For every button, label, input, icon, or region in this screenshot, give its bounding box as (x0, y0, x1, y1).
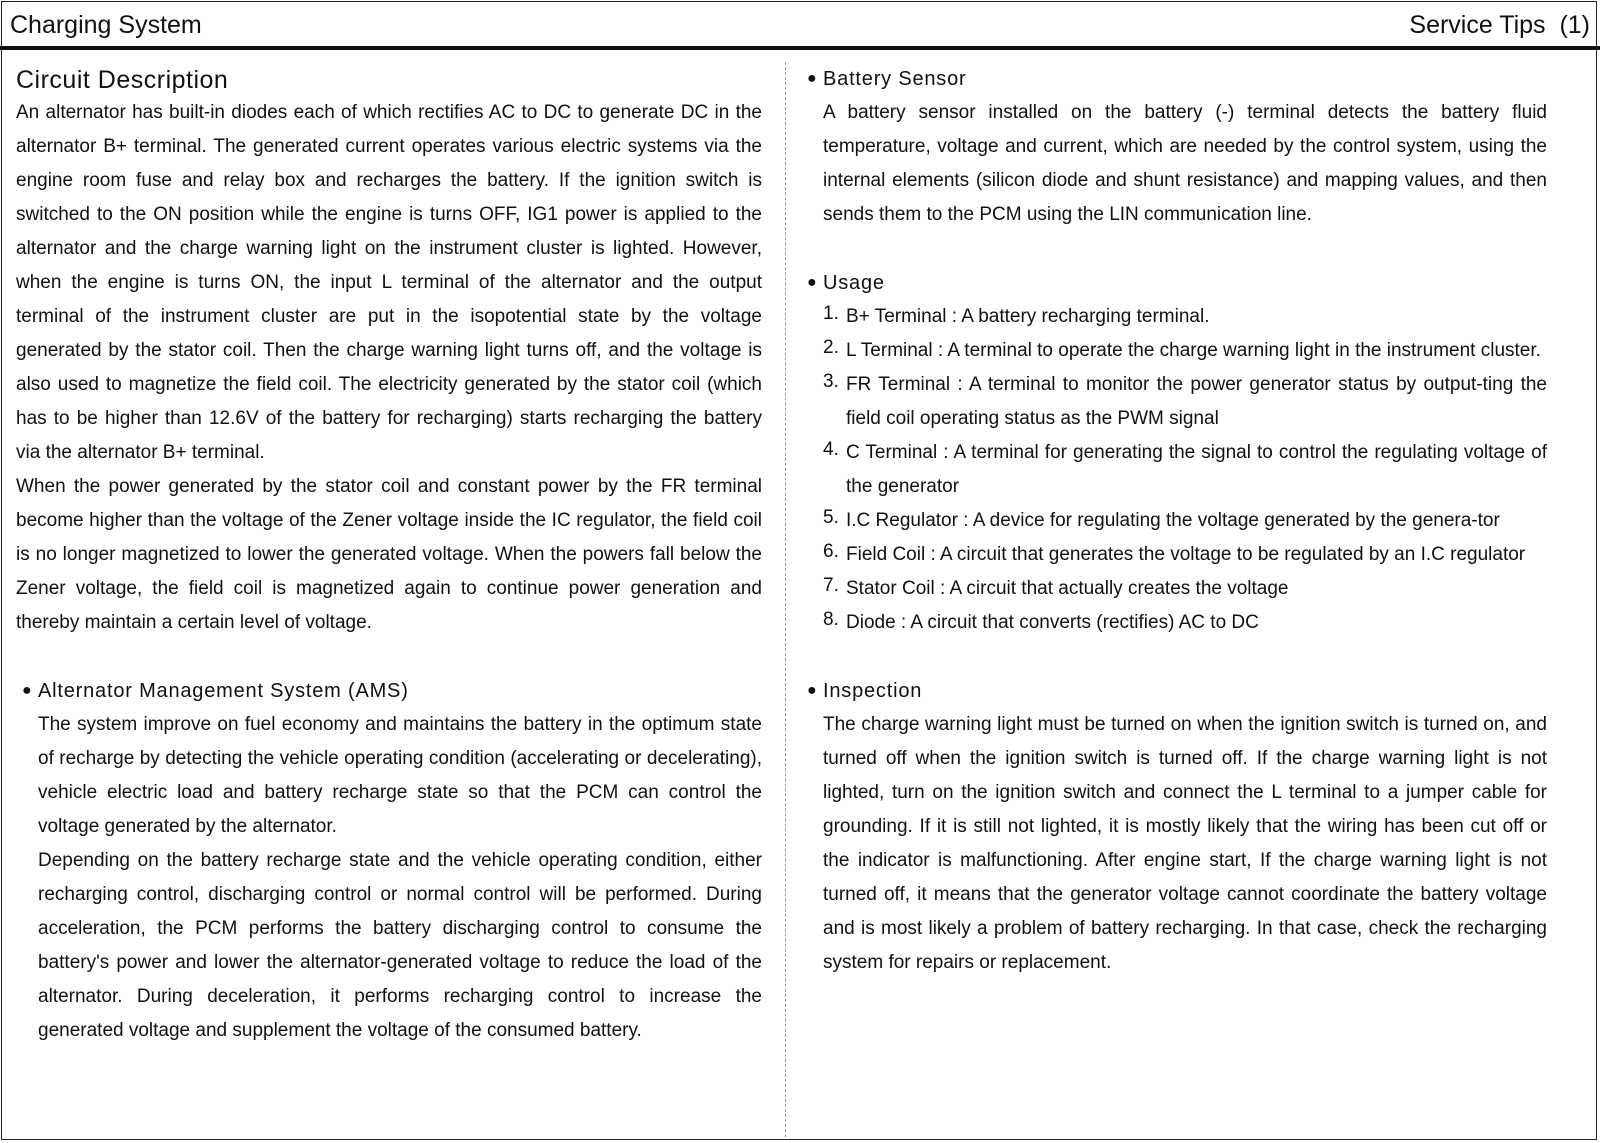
usage-item-number: 4. (823, 439, 839, 460)
inspection-heading: ● Inspection (823, 674, 1547, 708)
usage-item (823, 504, 1547, 538)
ams-paragraph-2: Depending on the battery recharge state and the vehicle operating condition, either recharging control, discharging control or normal control will be performed. During acceleration, the PCM performs the battery discharging control to consume the battery's power and lower the alternator-generated voltage to reduce the load of the alternator. During deceleration, it performs recharging control to increase the generated voltage and supplement the voltage of the consumed battery. (38, 850, 762, 1041)
circuit-description-heading: Circuit Description (16, 66, 229, 94)
bullet-icon: ● (22, 682, 33, 699)
column-divider (785, 62, 786, 1137)
page-header (0, 0, 1600, 50)
battery-sensor-heading: ● Battery Sensor (823, 62, 1547, 96)
usage-item (823, 300, 1547, 334)
usage-item (823, 606, 1547, 640)
ams-paragraph-1: The system improve on fuel economy and maintains the battery in the optimum state of recharge by detecting the vehicle operating condition (accelerating or decelerating), vehicle electric load and battery recharge state so that the PCM can control the voltage generated by the alternator. (38, 714, 762, 837)
usage-item-text: C Terminal : A terminal for generating the signal to control the regulating voltage of the generator (846, 442, 1547, 497)
usage-item-text: Field Coil : A circuit that generates the voltage to be regulated by an I.C regulator (846, 544, 1526, 565)
usage-item-text: Stator Coil : A circuit that actually creates the voltage (846, 578, 1289, 599)
usage-item-number: 3. (823, 371, 839, 392)
ams-heading: ● Alternator Management System (AMS) (38, 674, 762, 708)
left-column (16, 62, 762, 1048)
usage-item-text: FR Terminal : A terminal to monitor the power generator status by output-ting the field coil operating status as the PWM signal (846, 374, 1547, 429)
section-title: Charging System (10, 11, 202, 39)
usage-item-number: 6. (823, 541, 839, 562)
usage-item-number: 7. (823, 575, 839, 596)
usage-item-text: L Terminal : A terminal to operate the charge warning light in the instrument cluster. (846, 340, 1541, 361)
circuit-paragraph-1: An alternator has built-in diodes each of which rectifies AC to DC to generate DC in the alternator B+ terminal. The generated current operates various electric systems via the engine room fuse and relay box and recharges the battery. If the ignition switch is switched to the ON position while the engine is turns OFF, IG1 power is applied to the alternator and the charge warning light on the instrument cluster is lighted. However, when the engine is turns ON, the input L terminal of the alternator and the output terminal of the instrument cluster are put in the isopotential state by the voltage generated by the stator coil. Then the charge warning light turns off, and the voltage is also used to magnetize the field coil. The electricity generated by the stator coil (which has to be higher than 12.6V of the battery for recharging) starts recharging the battery via the alternator B+ terminal. (16, 102, 762, 463)
battery-sensor-paragraph: A battery sensor installed on the battery (-) terminal detects the battery fluid temperature, voltage and current, which are needed by the control system, using the internal elements (silicon diode and shunt resistance) and mapping values, and then sends them to the PCM using the LIN communication line. (823, 102, 1547, 225)
circuit-paragraph-2: When the power generated by the stator coil and constant power by the FR terminal become higher than the voltage of the Zener voltage inside the IC regulator, the field coil is no longer magnetized to lower the generated voltage. When the powers fall below the Zener voltage, the field coil is magnetized again to continue power generation and thereby maintain a certain level of voltage. (16, 476, 762, 633)
bullet-icon: ● (807, 682, 818, 699)
bullet-icon: ● (807, 274, 818, 291)
usage-item (823, 572, 1547, 606)
usage-item-number: 5. (823, 507, 839, 528)
page-label: Service Tips (1) (1409, 11, 1590, 39)
usage-item-number: 1. (823, 303, 839, 324)
usage-item-text: I.C Regulator : A device for regulating the voltage generated by the genera-tor (846, 510, 1500, 531)
usage-item-number: 2. (823, 337, 839, 358)
usage-heading: ● Usage (823, 266, 1547, 300)
usage-item (823, 538, 1547, 572)
right-column (807, 62, 1547, 980)
bullet-icon: ● (807, 70, 818, 87)
usage-item-text: Diode : A circuit that converts (rectifies) AC to DC (846, 612, 1259, 633)
usage-item-number: 8. (823, 609, 839, 630)
usage-item (823, 436, 1547, 504)
usage-list (823, 300, 1547, 640)
inspection-paragraph: The charge warning light must be turned on when the ignition switch is turned on, and turned off when the ignition switch is turned off. If the charge warning light is not lighted, turn on the ignition switch and connect the L terminal to a jumper cable for grounding. If it is still not lighted, it is mostly likely that the wiring has been cut off or the indicator is malfunctioning. After engine start, If the charge warning light is not turned off, it means that the generator voltage cannot coordinate the battery voltage and is most likely a problem of battery recharging. In that case, check the recharging system for repairs or replacement. (823, 714, 1547, 973)
usage-item (823, 334, 1547, 368)
usage-item (823, 368, 1547, 436)
usage-item-text: B+ Terminal : A battery recharging terminal. (846, 306, 1210, 327)
